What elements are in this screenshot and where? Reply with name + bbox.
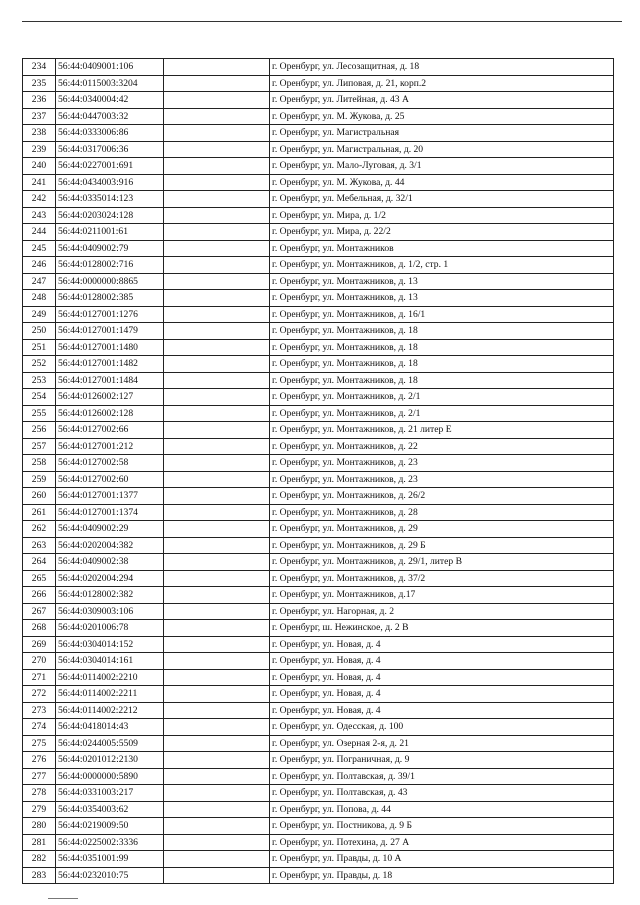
empty-cell [164,372,270,389]
address-cell: г. Оренбург, ул. Потехина, д. 27 А [270,834,614,851]
table-row [23,554,614,571]
empty-cell [164,174,270,191]
empty-cell [164,108,270,125]
address-cell: г. Оренбург, ул. Монтажников, д. 18 [270,323,614,340]
empty-cell [164,389,270,406]
address-cell: г. Оренбург, ул. Полтавская, д. 43 [270,785,614,802]
cadastral-number-cell: 56:44:0340004:42 [56,92,164,109]
address-cell: г. Оренбург, ул. Правды, д. 18 [270,867,614,884]
empty-cell [164,554,270,571]
row-number-cell: 283 [23,867,56,884]
row-number-cell: 240 [23,158,56,175]
table-row [23,471,614,488]
cadastral-number-cell: 56:44:0127002:66 [56,422,164,439]
address-cell: г. Оренбург, ул. Монтажников, д. 22 [270,438,614,455]
cadastral-number-cell: 56:44:0331003:217 [56,785,164,802]
empty-cell [164,752,270,769]
table-row [23,620,614,637]
cadastral-number-cell: 56:44:0434003:916 [56,174,164,191]
row-number-cell: 279 [23,801,56,818]
address-cell: г. Оренбург, ул. Монтажников, д. 23 [270,455,614,472]
table-row [23,125,614,142]
row-number-cell: 277 [23,768,56,785]
table-row [23,669,614,686]
empty-cell [164,257,270,274]
table-row [23,372,614,389]
table-row [23,818,614,835]
table-row [23,257,614,274]
row-number-cell: 236 [23,92,56,109]
address-cell: г. Оренбург, ш. Нежинское, д. 2 В [270,620,614,637]
empty-cell [164,504,270,521]
address-cell: г. Оренбург, ул. Полтавская, д. 39/1 [270,768,614,785]
empty-cell [164,339,270,356]
empty-cell [164,59,270,76]
row-number-cell: 271 [23,669,56,686]
cadastral-number-cell: 56:44:0000000:8865 [56,273,164,290]
empty-cell [164,521,270,538]
cadastral-number-cell: 56:44:0409001:106 [56,59,164,76]
cadastral-number-cell: 56:44:0000000:5890 [56,768,164,785]
row-number-cell: 241 [23,174,56,191]
table-row [23,785,614,802]
address-cell: г. Оренбург, ул. Липовая, д. 21, корп.2 [270,75,614,92]
empty-cell [164,92,270,109]
address-cell: г. Оренбург, ул. Монтажников, д. 2/1 [270,389,614,406]
row-number-cell: 239 [23,141,56,158]
cadastral-number-cell: 56:44:0225002:3336 [56,834,164,851]
table-row [23,686,614,703]
table-row [23,702,614,719]
empty-cell [164,603,270,620]
empty-cell [164,422,270,439]
row-number-cell: 267 [23,603,56,620]
empty-cell [164,290,270,307]
row-number-cell: 280 [23,818,56,835]
empty-cell [164,669,270,686]
address-cell: г. Оренбург, ул. Мира, д. 1/2 [270,207,614,224]
cadastral-number-cell: 56:44:0409002:29 [56,521,164,538]
empty-cell [164,207,270,224]
empty-cell [164,224,270,241]
cadastral-number-cell: 56:44:0447003:32 [56,108,164,125]
address-cell: г. Оренбург, ул. Нагорная, д. 2 [270,603,614,620]
empty-cell [164,801,270,818]
cadastral-number-cell: 56:44:0115003:3204 [56,75,164,92]
cadastral-number-cell: 56:44:0354003:62 [56,801,164,818]
row-number-cell: 251 [23,339,56,356]
row-number-cell: 247 [23,273,56,290]
row-number-cell: 238 [23,125,56,142]
cadastral-number-cell: 56:44:0203024:128 [56,207,164,224]
cadastral-number-cell: 56:44:0126002:128 [56,405,164,422]
table-row [23,405,614,422]
row-number-cell: 252 [23,356,56,373]
table-row [23,521,614,538]
row-number-cell: 274 [23,719,56,736]
row-number-cell: 272 [23,686,56,703]
empty-cell [164,834,270,851]
table-row [23,537,614,554]
address-cell: г. Оренбург, ул. Монтажников [270,240,614,257]
empty-cell [164,537,270,554]
table-row [23,438,614,455]
empty-cell [164,686,270,703]
address-cell: г. Оренбург, ул. Монтажников, д. 2/1 [270,405,614,422]
cadastral-number-cell: 56:44:0127001:1479 [56,323,164,340]
row-number-cell: 250 [23,323,56,340]
empty-cell [164,620,270,637]
row-number-cell: 259 [23,471,56,488]
address-cell: г. Оренбург, ул. Монтажников, д. 18 [270,356,614,373]
cadastral-number-cell: 56:44:0227001:691 [56,158,164,175]
address-cell: г. Оренбург, ул. Новая, д. 4 [270,702,614,719]
empty-cell [164,785,270,802]
empty-cell [164,356,270,373]
address-cell: г. Оренбург, ул. Монтажников, д. 29/1, литер В [270,554,614,571]
address-cell: г. Оренбург, ул. Монтажников, д. 18 [270,372,614,389]
table-row [23,587,614,604]
table-row [23,75,614,92]
address-cell: г. Оренбург, ул. Одесская, д. 100 [270,719,614,736]
row-number-cell: 276 [23,752,56,769]
address-cell: г. Оренбург, ул. Попова, д. 44 [270,801,614,818]
table-row [23,488,614,505]
row-number-cell: 266 [23,587,56,604]
table-row [23,141,614,158]
table-row [23,636,614,653]
row-number-cell: 270 [23,653,56,670]
row-number-cell: 263 [23,537,56,554]
row-number-cell: 264 [23,554,56,571]
cadastral-number-cell: 56:44:0409002:79 [56,240,164,257]
address-cell: г. Оренбург, ул. Новая, д. 4 [270,686,614,703]
row-number-cell: 265 [23,570,56,587]
row-number-cell: 275 [23,735,56,752]
address-cell: г. Оренбург, ул. Пограничная, д. 9 [270,752,614,769]
cadastral-number-cell: 56:44:0127001:1374 [56,504,164,521]
empty-cell [164,851,270,868]
empty-cell [164,636,270,653]
empty-cell [164,191,270,208]
row-number-cell: 257 [23,438,56,455]
row-number-cell: 234 [23,59,56,76]
cadastral-number-cell: 56:44:0114002:2210 [56,669,164,686]
cadastral-number-cell: 56:44:0304014:161 [56,653,164,670]
table-row [23,653,614,670]
address-cell: г. Оренбург, ул. Монтажников, д. 18 [270,339,614,356]
page-bottom-mark [48,898,78,899]
table-row [23,851,614,868]
cadastral-number-cell: 56:44:0202004:382 [56,537,164,554]
row-number-cell: 268 [23,620,56,637]
table-row [23,306,614,323]
address-cell: г. Оренбург, ул. Новая, д. 4 [270,636,614,653]
table-row [23,224,614,241]
address-cell: г. Оренбург, ул. Монтажников, д. 16/1 [270,306,614,323]
table-row [23,768,614,785]
empty-cell [164,240,270,257]
empty-cell [164,158,270,175]
address-cell: г. Оренбург, ул. Мебельная, д. 32/1 [270,191,614,208]
table-row [23,455,614,472]
cadastral-number-cell: 56:44:0127002:60 [56,471,164,488]
row-number-cell: 249 [23,306,56,323]
table-row [23,504,614,521]
row-number-cell: 244 [23,224,56,241]
row-number-cell: 269 [23,636,56,653]
address-cell: г. Оренбург, ул. Монтажников, д. 29 [270,521,614,538]
cadastral-number-cell: 56:44:0126002:127 [56,389,164,406]
address-cell: г. Оренбург, ул. Озерная 2-я, д. 21 [270,735,614,752]
cadastral-number-cell: 56:44:0409002:38 [56,554,164,571]
cadastral-number-cell: 56:44:0333006:86 [56,125,164,142]
address-cell: г. Оренбург, ул. Магистральная [270,125,614,142]
table-row [23,603,614,620]
cadastral-number-cell: 56:44:0114002:2211 [56,686,164,703]
cadastral-number-cell: 56:44:0304014:152 [56,636,164,653]
address-cell: г. Оренбург, ул. Постникова, д. 9 Б [270,818,614,835]
address-cell: г. Оренбург, ул. Лесозащитная, д. 18 [270,59,614,76]
table-row [23,273,614,290]
row-number-cell: 256 [23,422,56,439]
empty-cell [164,867,270,884]
address-cell: г. Оренбург, ул. Монтажников, д. 29 Б [270,537,614,554]
cadastral-number-cell: 56:44:0127001:1482 [56,356,164,373]
table-row [23,570,614,587]
row-number-cell: 245 [23,240,56,257]
address-cell: г. Оренбург, ул. Монтажников, д. 21 литер Е [270,422,614,439]
empty-cell [164,471,270,488]
empty-cell [164,570,270,587]
empty-cell [164,306,270,323]
empty-cell [164,719,270,736]
empty-cell [164,273,270,290]
cadastral-number-cell: 56:44:0127001:1480 [56,339,164,356]
table-row [23,158,614,175]
address-cell: г. Оренбург, ул. Мало-Луговая, д. 3/1 [270,158,614,175]
table-row [23,719,614,736]
empty-cell [164,488,270,505]
empty-cell [164,818,270,835]
row-number-cell: 260 [23,488,56,505]
table-row [23,834,614,851]
row-number-cell: 243 [23,207,56,224]
row-number-cell: 262 [23,521,56,538]
table-row [23,801,614,818]
row-number-cell: 281 [23,834,56,851]
row-number-cell: 258 [23,455,56,472]
row-number-cell: 282 [23,851,56,868]
cadastral-number-cell: 56:44:0317006:36 [56,141,164,158]
cadastral-number-cell: 56:44:0127002:58 [56,455,164,472]
table-row [23,339,614,356]
row-number-cell: 242 [23,191,56,208]
row-number-cell: 254 [23,389,56,406]
cadastral-number-cell: 56:44:0201012:2130 [56,752,164,769]
cadastral-number-cell: 56:44:0211001:61 [56,224,164,241]
empty-cell [164,125,270,142]
table-row [23,422,614,439]
table-row [23,240,614,257]
empty-cell [164,702,270,719]
row-number-cell: 261 [23,504,56,521]
cadastral-number-cell: 56:44:0219009:50 [56,818,164,835]
table-row [23,59,614,76]
cadastral-number-cell: 56:44:0128002:385 [56,290,164,307]
table-row [23,752,614,769]
address-cell: г. Оренбург, ул. Монтажников, д. 13 [270,290,614,307]
table-row [23,867,614,884]
cadastral-number-cell: 56:44:0114002:2212 [56,702,164,719]
table-row [23,356,614,373]
empty-cell [164,405,270,422]
cadastral-number-cell: 56:44:0335014:123 [56,191,164,208]
address-cell: г. Оренбург, ул. М. Жукова, д. 44 [270,174,614,191]
row-number-cell: 273 [23,702,56,719]
page-top-rule [22,21,622,22]
row-number-cell: 255 [23,405,56,422]
cadastral-number-cell: 56:44:0128002:382 [56,587,164,604]
address-cell: г. Оренбург, ул. Монтажников, д.17 [270,587,614,604]
row-number-cell: 246 [23,257,56,274]
cadastral-number-cell: 56:44:0309003:106 [56,603,164,620]
address-cell: г. Оренбург, ул. Монтажников, д. 26/2 [270,488,614,505]
cadastral-number-cell: 56:44:0127001:212 [56,438,164,455]
empty-cell [164,75,270,92]
row-number-cell: 235 [23,75,56,92]
table-row [23,207,614,224]
empty-cell [164,735,270,752]
cadastral-number-cell: 56:44:0418014:43 [56,719,164,736]
cadastral-number-cell: 56:44:0127001:1377 [56,488,164,505]
empty-cell [164,653,270,670]
address-cell: г. Оренбург, ул. Монтажников, д. 13 [270,273,614,290]
cadastral-number-cell: 56:44:0127001:1484 [56,372,164,389]
empty-cell [164,587,270,604]
address-cell: г. Оренбург, ул. Магистральная, д. 20 [270,141,614,158]
row-number-cell: 278 [23,785,56,802]
address-cell: г. Оренбург, ул. Мира, д. 22/2 [270,224,614,241]
table-row [23,735,614,752]
address-cell: г. Оренбург, ул. Литейная, д. 43 А [270,92,614,109]
address-cell: г. Оренбург, ул. Монтажников, д. 28 [270,504,614,521]
row-number-cell: 253 [23,372,56,389]
table-row [23,191,614,208]
table-row [23,290,614,307]
address-cell: г. Оренбург, ул. Правды, д. 10 А [270,851,614,868]
table-body [23,59,614,884]
table-row [23,108,614,125]
empty-cell [164,455,270,472]
table-row [23,92,614,109]
address-cell: г. Оренбург, ул. Монтажников, д. 23 [270,471,614,488]
cadastral-number-cell: 56:44:0351001:99 [56,851,164,868]
address-cell: г. Оренбург, ул. Новая, д. 4 [270,653,614,670]
cadastral-number-cell: 56:44:0127001:1276 [56,306,164,323]
address-cell: г. Оренбург, ул. Монтажников, д. 37/2 [270,570,614,587]
address-registry-table [22,58,614,884]
address-cell: г. Оренбург, ул. Монтажников, д. 1/2, стр. 1 [270,257,614,274]
empty-cell [164,323,270,340]
address-cell: г. Оренбург, ул. Новая, д. 4 [270,669,614,686]
cadastral-number-cell: 56:44:0202004:294 [56,570,164,587]
table-row [23,389,614,406]
empty-cell [164,438,270,455]
empty-cell [164,141,270,158]
row-number-cell: 237 [23,108,56,125]
row-number-cell: 248 [23,290,56,307]
table-row [23,323,614,340]
cadastral-number-cell: 56:44:0128002:716 [56,257,164,274]
cadastral-number-cell: 56:44:0201006:78 [56,620,164,637]
empty-cell [164,768,270,785]
cadastral-number-cell: 56:44:0232010:75 [56,867,164,884]
table-row [23,174,614,191]
cadastral-number-cell: 56:44:0244005:5509 [56,735,164,752]
address-cell: г. Оренбург, ул. М. Жукова, д. 25 [270,108,614,125]
